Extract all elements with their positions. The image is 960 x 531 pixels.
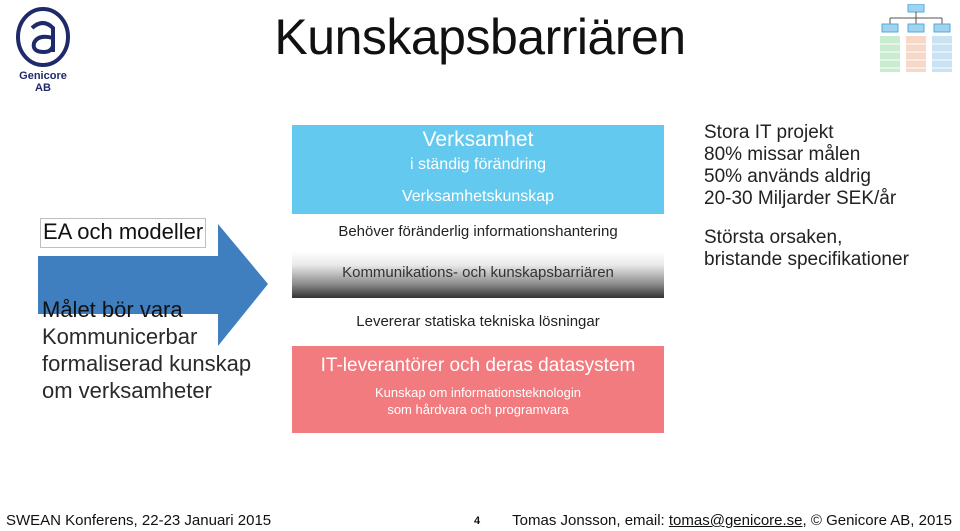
business-subtitle: i ständig förändring: [409, 156, 547, 173]
slide-title: Kunskapsbarriären: [274, 9, 686, 65]
facts-block: [704, 122, 909, 271]
goal-line-2: Kommunicerbar: [42, 324, 198, 349]
goal-line-1: Målet bör vara: [42, 297, 183, 322]
barrier-text: Kommunikations- och kunskapsbarriären: [342, 264, 614, 281]
email-link[interactable]: tomas@genicore.se: [668, 512, 803, 529]
tree-diagram-icon: [878, 4, 954, 74]
cause-line: Största orsaken,: [704, 227, 843, 248]
logo-company-name: Genicore AB: [19, 70, 67, 94]
goal-line-3: formaliserad kunskap: [42, 351, 252, 376]
business-knowledge: Verksamhetskunskap: [401, 188, 555, 205]
business-title: Verksamhet: [422, 128, 534, 151]
fact-line: 50% används aldrig: [704, 166, 871, 187]
fact-spacer: [704, 210, 909, 227]
footer-contact: [512, 512, 952, 529]
footer-event: SWEAN Konferens, 22-23 Januari 2015: [6, 512, 272, 529]
it-vendor-line-1: Kunskap om informationsteknologin: [375, 385, 581, 400]
page-number: 4: [474, 515, 481, 527]
footer-copyright: , © Genicore AB, 2015: [802, 512, 952, 529]
ea-label: EA och modeller: [40, 218, 206, 248]
it-vendor-line-2: som hårdvara och programvara: [387, 402, 569, 417]
goal-line-4: om verksamheter: [42, 378, 212, 403]
goal-text: [42, 296, 251, 404]
it-vendor-box: [292, 346, 664, 433]
business-box: [292, 125, 664, 214]
fact-line: 20-30 Miljarder SEK/år: [704, 188, 897, 209]
footer-author: Tomas Jonsson, email:: [512, 512, 669, 529]
fact-line: Stora IT projekt: [704, 122, 834, 143]
it-vendor-title: IT-leverantörer och deras datasystem: [320, 355, 636, 376]
footer: [0, 510, 960, 531]
barrier-band: [292, 251, 664, 298]
cause-line: bristande specifikationer: [704, 249, 909, 270]
fact-line: 80% missar målen: [704, 144, 861, 165]
delivers-text: Levererar statiska tekniska lösningar: [356, 313, 600, 330]
needs-text: Behöver föränderlig informationshantering: [338, 223, 618, 240]
